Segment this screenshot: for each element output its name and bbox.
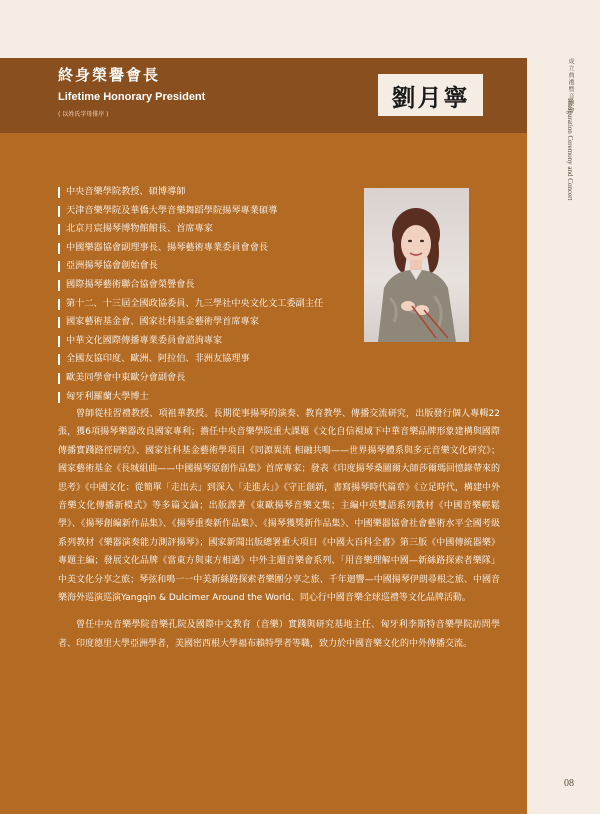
credential-item: 國際揚琴藝術聯合協會榮譽會長 [58,276,358,295]
person-name: 劉月寧 [391,83,470,112]
credential-item: 中華文化國際傳播專業委員會諮詢專家 [58,332,358,351]
credential-item: 中央音樂學院教授、碩博導師 [58,183,358,202]
person-name-box [378,74,483,116]
page-number: 08 [564,778,574,789]
credential-item: 國家藝術基金會、國家社科基金藝術學首席專家 [58,313,358,332]
side-title-chinese: 成立典禮暨音樂會 [567,58,574,114]
portrait-photo [364,188,469,342]
biography [58,405,500,662]
sort-note: ( 以姓氏字母排序 ) [58,111,109,118]
credentials-list [58,183,358,406]
credential-item: 全國友協印度、歐洲、阿拉伯、非洲友協理事 [58,350,358,369]
title-english: Lifetime Honorary President [58,91,206,103]
bio-paragraph: 曾師從桂習禮教授、項祖華教授。長期從事揚琴的演奏、教育教學、傳播交流研究，出版發行個人專輯22張，獲6項揚琴樂器改良國家專利；擔任中央音樂學院重大課題《文化自信視域下中華音樂品牌形象建構與國際傳播實踐路徑研究》、國家社科基金藝術學項目《同源異流 相融共鳴——世界揚琴體系與多元音樂文化研究》；國家藝術基金《長城組曲——中國揚琴原創作品集》首席專家；發表《印度揚琴桑圖爾大師莎爾瑪回憶錄帶來的思考》《中國文化：從簡單「走出去」到深入「走進去」》《守正創新，書寫揚琴時代篇章》《立足時代，構建中外音樂文化傳播新模式》等多篇文論；出版譯著《東歐揚琴音樂文集；主編中英雙語系列教材《中國音樂輕鬆學》、《揚琴創編新作品集》、《揚琴重奏新作品集》、《揚琴獲獎新作品集》、中國樂器協會社會藝術水平全國考級系列教材《樂器演奏能力測評揚琴》；國家新聞出版總署重大項目《中國大百科全書》第三版《中國傳統器樂》專題主編；發展文化品牌《當東方與東方相遇》中外主題音樂會系列、「用音樂理解中國—新絲路探索者樂隊」中美文化分享之旅；琴弦和鳴一一中美新絲路探索者樂團分享之旅、千年迴響—中國揚琴伊朗尋根之旅、中國音樂海外巡演巡演Yangqin & Dulcimer Around the World、同心行中國音樂全球巡禮等文化品牌活動。 [58,409,500,604]
credential-item: 歐美同學會中東歐分會副會長 [58,369,358,388]
credential-item: 北京月宸揚琴博物館館長、首席專家 [58,220,358,239]
credential-item: 天津音樂學院及華僑大學音樂舞蹈學院揚琴專業碩導 [58,202,358,221]
bio-paragraph: 曾任中央音樂學院音樂孔院及國際中文教育（音樂）實踐與研究基地主任、匈牙利李斯特音樂學院訪問學者、印度德里大學亞洲學者，美國密西根大學福布賴特學者等職，致力於中國音樂文化的中外傳播交流。 [58,620,500,649]
portrait-illustration [364,188,469,342]
credential-item: 中國樂器協會副理事長、揚琴藝術專業委員會會長 [58,239,358,258]
credential-item: 亞洲揚琴協會創始會長 [58,257,358,276]
credential-item: 第十二、十三屆全國政協委員、九三學社中央文化文工委副主任 [58,295,358,314]
side-title-english: Inauguration Ceremony and Concert [566,98,574,201]
credential-item: 匈牙利羅蘭大學博士 [58,388,358,407]
title-chinese: 終身榮譽會長 [58,66,161,84]
